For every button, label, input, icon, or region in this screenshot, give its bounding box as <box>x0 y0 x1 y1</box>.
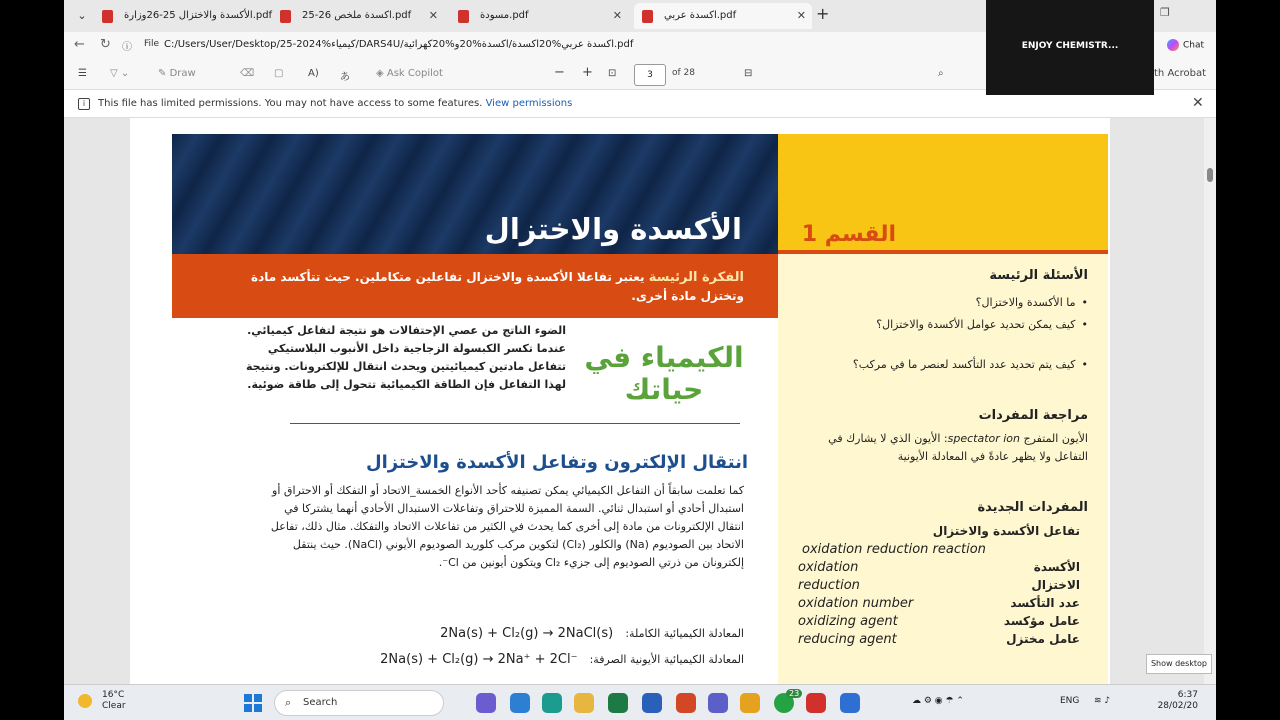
close-tab-icon[interactable]: ✕ <box>612 9 622 22</box>
weather-widget[interactable] <box>102 690 126 712</box>
eraser-icon[interactable]: ⌫ <box>240 68 255 79</box>
tab-4-label: اكسدة عربي.pdf <box>664 10 737 21</box>
acrobat-label[interactable]: th Acrobat <box>1154 68 1207 79</box>
file-explorer-icon[interactable] <box>574 693 594 713</box>
start-icon[interactable] <box>244 694 262 712</box>
permissions-text: This file has limited permissions. You may not have access to some features. <box>98 98 483 109</box>
questions-heading: الأسئلة الرئيسة <box>989 268 1088 283</box>
review-heading: مراجعة المفردات <box>978 408 1088 423</box>
main-idea-bar <box>172 254 778 318</box>
pdf-icon <box>102 10 113 23</box>
info-icon: i <box>78 98 90 110</box>
tab-list-dropdown[interactable]: ⌄ <box>77 9 87 22</box>
chat-label: Chat <box>1183 40 1205 51</box>
page-number-input[interactable]: 3 <box>634 64 666 86</box>
tab-2-label: اكسدة ملخص 26-25.pdf <box>302 10 412 21</box>
section-label: القسم 1 <box>801 222 896 247</box>
search-icon: ⌕ <box>285 696 292 709</box>
time: 6:37 <box>1177 690 1198 700</box>
body-paragraph: كما تعلمت سابقاً أن التفاعل الكيميائي يمكن تصنيفه كأحد الأنواع الخمسة_الاتحاد أو التفكك أو الاحتراق أو استبدال أحادي أو استبدال ثنائي. السمة المميزة للاحتراق وتفاعلات الاستبدال الأحادي أنهما يشتركا في انتقال الإلكترونات من مادة إلى أخرى كما يحدث في الكثير من تفاعلات الاتحاد والتفكك. مثال ذلك، تفاعل الاتحاد بين الصوديوم (Na) والكلور (Cl₂) لتكوين مركب كلوريد الصوديوم الأيوني (NaCl). حيث ينتقل إلكترونان من ذرتي الصوديوم إلى جزيء Cl₂ ويتكون أيونين من Cl⁻. <box>270 484 744 569</box>
equation-label: المعادلة الكيميائية الكاملة: <box>625 627 744 640</box>
read-aloud-icon[interactable]: A) <box>308 68 319 79</box>
zoom-in-icon[interactable]: + <box>582 65 593 80</box>
tab-3-label: مسودة.pdf <box>480 10 529 21</box>
vocab-row <box>798 524 1088 542</box>
vocab-ar: الاختزال <box>1031 578 1080 592</box>
title-banner <box>172 134 778 254</box>
pdf-icon <box>642 10 653 23</box>
pdf-viewer <box>64 118 1216 684</box>
app-icon[interactable] <box>740 693 760 713</box>
word-icon[interactable] <box>642 693 662 713</box>
copilot-app-icon[interactable] <box>476 693 496 713</box>
vocab-ar: الأكسدة <box>1033 560 1080 574</box>
tab-1[interactable] <box>94 3 273 29</box>
new-tab-icon[interactable]: + <box>816 4 830 23</box>
fit-page-icon[interactable]: ⊡ <box>608 68 617 79</box>
chapter-title: الأكسدة والاختزال <box>484 212 742 246</box>
network-icon[interactable]: ≋ ♪ <box>1094 696 1111 706</box>
main-idea-label: الفكرة الرئيسة <box>648 270 744 285</box>
browser-window <box>64 0 1216 684</box>
zoom-out-icon[interactable]: − <box>554 65 565 80</box>
vocab-en: oxidizing agent <box>798 614 898 629</box>
vocab-row <box>798 596 1088 614</box>
text-box-icon[interactable]: ▢ <box>274 68 284 79</box>
vocab-en: oxidation reduction reaction <box>802 542 986 557</box>
temperature: 16°C <box>102 690 125 700</box>
new-vocab-heading: المفردات الجديدة <box>977 500 1088 515</box>
tab-1-label: الأكسدة والاختزال 25-26وزارة.pdf <box>124 10 273 21</box>
tray-icons[interactable]: ☁ ⚙ ◉ ☂ ⌃ <box>912 696 964 706</box>
contents-icon[interactable]: ☰ <box>78 68 87 79</box>
taskbar <box>64 684 1216 720</box>
pdf-icon <box>280 10 291 23</box>
equation-formula: 2Na(s) + Cl₂(g) → 2NaCl(s) <box>440 626 614 641</box>
copilot-icon <box>1167 39 1179 51</box>
section-header <box>778 134 1108 254</box>
chat-button[interactable] <box>1167 39 1204 51</box>
task-view-icon[interactable] <box>510 693 530 713</box>
excel-icon[interactable] <box>608 693 628 713</box>
pdf-page <box>130 118 1110 684</box>
tab-2[interactable] <box>272 3 444 29</box>
video-overlay <box>986 0 1154 95</box>
divider <box>290 423 740 424</box>
equation-net-ionic <box>266 652 744 667</box>
show-desktop-tooltip: Show desktop <box>1146 654 1212 674</box>
vocab-row <box>798 632 1088 650</box>
zoom-icon[interactable] <box>840 693 860 713</box>
close-tab-icon[interactable]: ✕ <box>428 9 438 22</box>
tab-3[interactable] <box>450 3 628 29</box>
vocab-row <box>798 578 1088 596</box>
language-indicator[interactable]: ENG <box>1060 696 1080 706</box>
vocab-ar: عامل مؤكسد <box>1003 614 1080 628</box>
view-permissions-link[interactable]: View permissions <box>485 98 573 109</box>
vocab-row <box>798 560 1088 578</box>
notification-badge: 23 <box>786 689 802 698</box>
list-item: •كيف يمكن تحديد عوامل الأكسدة والاختزال؟ <box>876 318 1088 331</box>
vocab-row <box>798 542 1088 560</box>
draw-button[interactable]: ✎ Draw <box>158 68 196 79</box>
translate-icon[interactable]: あ <box>340 72 350 83</box>
ask-copilot-label: Ask Copilot <box>386 68 443 79</box>
search-label: Search <box>303 697 338 708</box>
vocab-en: reducing agent <box>798 632 897 647</box>
sidebar-panel <box>778 134 1108 684</box>
vocab-en: reduction <box>798 578 860 593</box>
main-idea <box>224 268 744 305</box>
vocab-ar: تفاعل الأكسدة والاختزال <box>932 524 1080 538</box>
teams-icon[interactable] <box>708 693 728 713</box>
vocab-ar: عامل مختزل <box>1006 632 1080 646</box>
vocab-ar: عدد التأكسد <box>1010 596 1080 610</box>
weather-icon[interactable] <box>78 694 92 708</box>
chem-in-life-title: الكيمياء في حياتك <box>584 341 744 406</box>
page-total: of 28 <box>672 68 695 78</box>
search-icon[interactable]: ⌕ <box>938 68 944 79</box>
vocab-en: oxidation <box>798 560 859 575</box>
tab-4-active[interactable] <box>634 3 812 29</box>
restore-icon[interactable]: ❐ <box>1160 6 1170 19</box>
permissions-message <box>98 98 572 109</box>
scroll-thumb[interactable] <box>1207 168 1213 182</box>
list-item: •كيف يتم تحديد عدد التأكسد لعنصر ما في مركب؟ <box>852 358 1088 371</box>
refresh-icon[interactable]: ↻ <box>100 37 111 52</box>
edge-icon[interactable] <box>542 693 562 713</box>
vertical-scrollbar[interactable] <box>1204 118 1216 684</box>
ask-copilot-button[interactable]: ◈ Ask Copilot <box>376 68 443 79</box>
section-heading: انتقال الإلكترون وتفاعل الأكسدة والاختزال <box>365 452 748 473</box>
main-idea-text: يعتبر تفاعلا الأكسدة والاختزال تفاعلين متكاملين. حيث تتأكسد مادة وتختزل مادة أخرى. <box>251 270 744 303</box>
vocab-en: oxidation number <box>798 596 914 611</box>
page-view-icon[interactable]: ⊟ <box>744 68 753 79</box>
back-icon[interactable]: ← <box>74 37 85 52</box>
date: 28/02/20 <box>1157 701 1198 711</box>
equation-formula: 2Na(s) + Cl₂(g) → 2Na⁺ + 2Cl⁻ <box>380 652 578 667</box>
weather-condition: Clear <box>102 701 126 711</box>
list-item: •ما الأكسدة والاختزال؟ <box>975 296 1088 309</box>
pdf-app-icon[interactable] <box>806 693 826 713</box>
taskbar-search[interactable] <box>274 690 444 716</box>
chem-in-life-text: الضوء الناتج من عصي الإحتفالات هو نتيجة لتفاعل كيميائي. عندما تكسر الكبسولة الزجاجية داخل الأنبوب البلاستيكي تتفاعل مادتين كيميائيتين ويحدث انتقال للإلكترونات. ونتيجة لهذا التفاعل فإن الطاقة الكيميائية تتحول إلى طاقة ضوئية. <box>246 324 566 391</box>
draw-label: Draw <box>169 68 196 79</box>
vocab-row <box>798 614 1088 632</box>
file-label: File <box>144 39 160 49</box>
info-icon[interactable]: ⓘ <box>122 42 132 53</box>
close-icon[interactable]: ✕ <box>1192 95 1204 111</box>
overlay-text: ENJOY CHEMISTR... <box>1021 41 1119 51</box>
equation-full <box>266 626 744 641</box>
equation-label: المعادلة الكيميائية الأيونية الصرفة: <box>589 653 744 666</box>
review-definition: الأيون المتفرج spectator ion: الأيون الذي لا يشارك في التفاعل ولا يظهر عادةً في المعادلة الأيونية <box>828 432 1088 463</box>
office-icon[interactable] <box>676 693 696 713</box>
pdf-icon <box>458 10 469 23</box>
url-field[interactable]: C:/Users/User/Desktop/25-2024%كيمياء/DARS4U/اكسدة عربي%20اكسدة/اكسدة%20و%20كهرائية.pdf <box>164 39 634 50</box>
clock[interactable] <box>1154 690 1198 712</box>
close-tab-icon[interactable]: ✕ <box>796 9 806 22</box>
highlight-icon[interactable]: ▽ ⌄ <box>110 68 130 79</box>
